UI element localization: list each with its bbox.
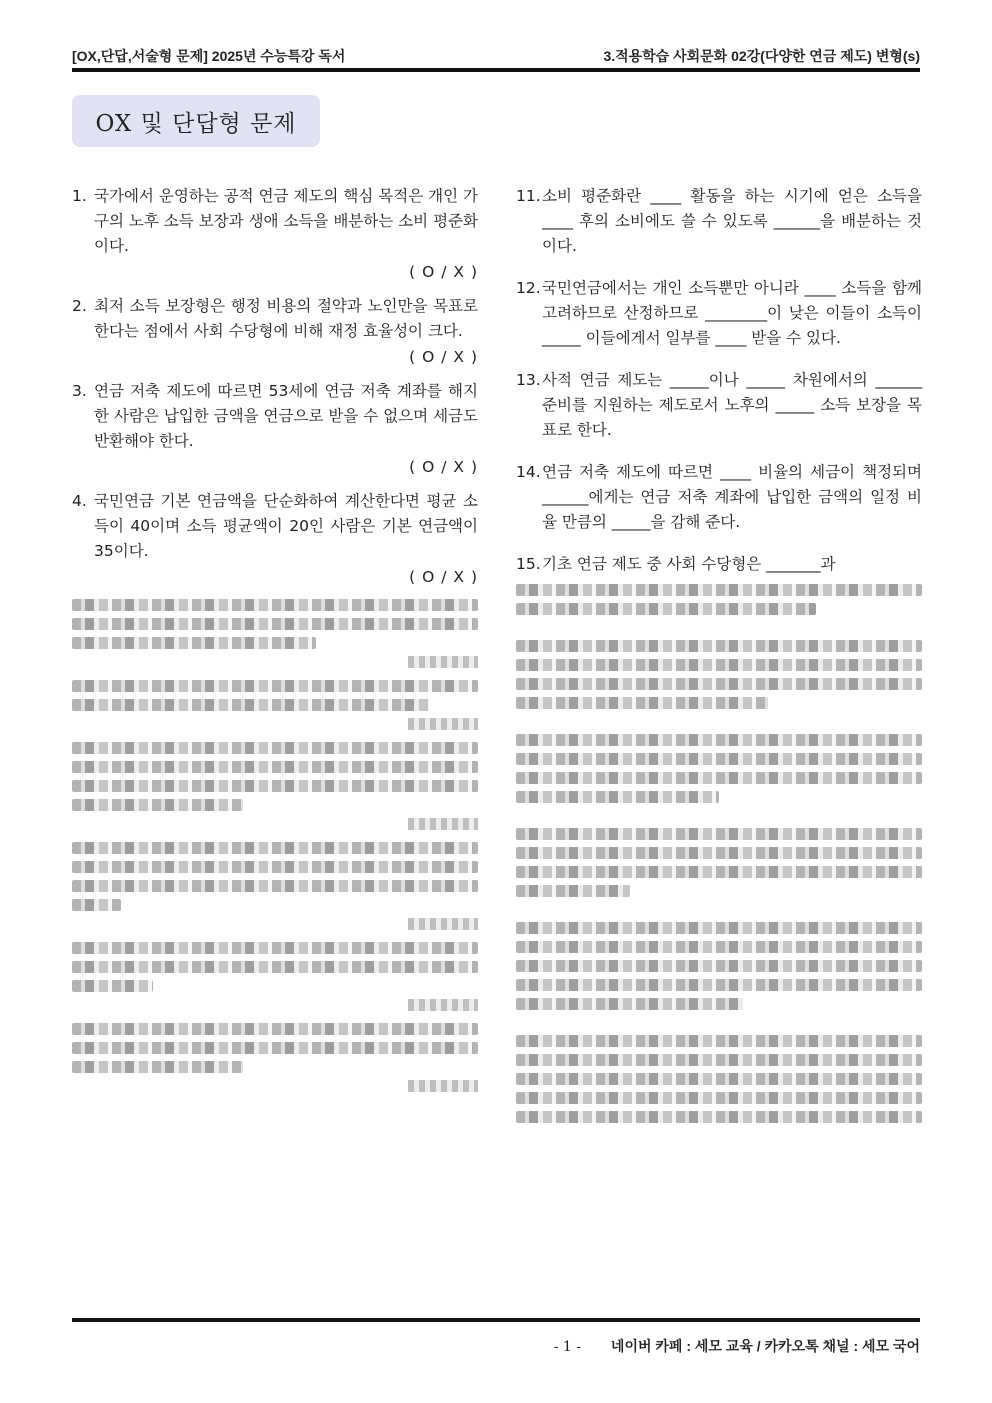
question-text: 기초 연금 제도 중 사회 수당형은 _______과 (542, 555, 836, 573)
question-15 (516, 552, 922, 577)
question-number: 15. (516, 555, 541, 573)
question-number: 11. (516, 187, 541, 205)
question-number: 3. (72, 382, 87, 400)
question-number: 1. (72, 187, 87, 205)
ox-answer-mark: ( O / X ) (409, 348, 478, 366)
section-title (72, 95, 320, 147)
question-text: 연금 저축 제도에 따르면 53세에 연금 저축 계좌를 해지한 사람은 납입한 금액을 연금으로 받을 수 없으며 세금도 반환해야 한다. (94, 382, 478, 450)
question-number: 2. (72, 297, 87, 315)
ox-answer-mark: ( O / X ) (409, 263, 478, 281)
question-3 (72, 379, 478, 480)
header-right-title: 3.적용학습 사회문화 02강(다양한 연금 제도) 변형(s) (603, 48, 920, 64)
question-14 (516, 460, 922, 535)
question-text: 국민연금 기본 연금액을 단순화하여 계산한다면 평균 소득이 40이며 소득 평균액이 20인 사람은 기본 연금액이 35이다. (94, 492, 478, 560)
ox-answer-mark: ( O / X ) (409, 568, 478, 586)
question-text: 국가에서 운영하는 공적 연금 제도의 핵심 목적은 개인 가구의 노후 소득 보장과 생애 소득을 배분하는 소비 평준화이다. (94, 187, 478, 255)
question-text: 국민연금에서는 개인 소득뿐만 아니라 ____ 소득을 함께 고려하므로 산정하므로 ________이 낮은 이들이 소득이 _____ 이들에게서 일부를 ____ 받을 수 있다. (542, 279, 922, 347)
header-divider (72, 68, 920, 72)
question-4 (72, 489, 478, 590)
obscured-questions-right (516, 584, 922, 1123)
question-11 (516, 184, 922, 259)
question-number: 12. (516, 279, 541, 297)
right-column (516, 184, 922, 1129)
footer-text: 네이버 카페 : 세모 교육 / 카카오톡 채널 : 세모 국어 (610, 1338, 920, 1354)
question-text: 소비 평준화란 ____ 활동을 하는 시기에 얻은 소득을 ____ 후의 소비에도 쓸 수 있도록 ______을 배분하는 것이다. (542, 187, 922, 255)
obscured-questions-left (72, 599, 478, 1092)
page-number: - 1 - (553, 1339, 582, 1355)
question-2 (72, 294, 478, 370)
question-number: 13. (516, 371, 541, 389)
section-title-text: OX 및 단답형 문제 (95, 110, 297, 137)
ox-answer-mark: ( O / X ) (409, 458, 478, 476)
footer-divider (72, 1318, 920, 1322)
question-text: 사적 연금 제도는 _____이나 _____ 차원에서의 ______ 준비를 지원하는 제도로서 노후의 _____ 소득 보장을 목표로 한다. (542, 371, 922, 439)
question-13 (516, 368, 922, 443)
page-header (72, 44, 920, 66)
header-left-title: [OX,단답,서술형 문제] 2025년 수능특강 독서 (72, 48, 346, 64)
question-12 (516, 276, 922, 351)
question-text: 최저 소득 보장형은 행정 비용의 절약과 노인만을 목표로 한다는 점에서 사회 수당형에 비해 재정 효율성이 크다. (94, 297, 478, 340)
question-text: 연금 저축 제도에 따르면 ____ 비율의 세금이 책정되며 ______에게는 연금 저축 계좌에 납입한 금액의 일정 비율 만큼의 _____을 감해 준다. (542, 463, 922, 531)
question-1 (72, 184, 478, 285)
page-footer (554, 1336, 920, 1356)
left-column (72, 184, 478, 1104)
question-number: 4. (72, 492, 87, 510)
question-number: 14. (516, 463, 541, 481)
